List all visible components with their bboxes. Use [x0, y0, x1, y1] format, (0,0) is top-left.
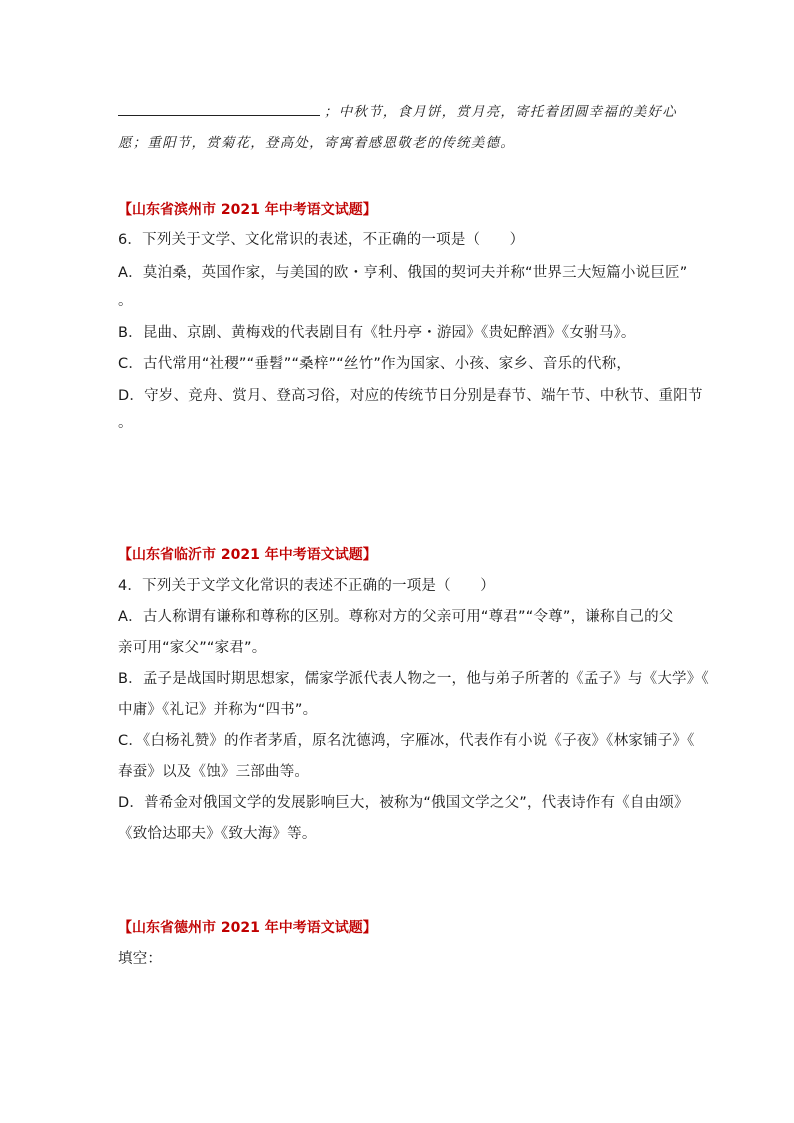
question-6-option-d-cont: 。 — [118, 415, 133, 431]
question-6-option-a: A．莫泊桑，英国作家，与美国的欧・亨利、俄国的契诃夫并称“世界三大短篇小说巨匠” — [118, 265, 688, 281]
question-4-option-c-cont: 春蚕》以及《蚀》三部曲等。 — [118, 764, 310, 780]
intro-line-2: 愿；重阳节，赏菊花，登高处，寄寓着感恩敬老的传统美德。 — [118, 135, 515, 151]
question-6-option-b: B．昆曲、京剧、黄梅戏的代表剧目有《牡丹亭・游园》《贵妃醉酒》《女驸马》。 — [118, 325, 636, 341]
intro-line-1 — [118, 101, 688, 122]
question-4-stem: 4．下列关于文学文化常识的表述不正确的一项是（ ） — [118, 578, 495, 594]
question-4-option-a-cont: 亲可用“家父”“家君”。 — [118, 640, 267, 656]
question-4-option-b: B．孟子是战国时期思想家，儒家学派代表人物之一，他与弟子所著的《孟子》与《大学》《 — [118, 671, 709, 687]
intro-text-1: ；中秋节，食月饼，赏月亮，寄托着团圆幸福的美好心 — [324, 104, 677, 120]
question-4-option-d: D．普希金对俄国文学的发展影响巨大，被称为“俄国文学之父”，代表诗作有《自由颂》 — [118, 795, 689, 811]
source-heading-dezhou: 【山东省德州市 2021 年中考语文试题】 — [118, 920, 377, 936]
question-4-option-b-cont: 中庸》《礼记》并称为“四书”。 — [118, 702, 318, 718]
question-6-option-c: C．古代常用“社稷”“垂髫”“桑梓”“丝竹”作为国家、小孩、家乡、音乐的代称， — [118, 356, 632, 372]
fill-in-blank — [118, 101, 320, 116]
question-4-option-a: A．古人称谓有谦称和尊称的区别。尊称对方的父亲可用“尊君”“令尊”，谦称自己的父 — [118, 609, 674, 625]
question-6-stem: 6．下列关于文学、文化常识的表述，不正确的一项是（ ） — [118, 232, 525, 248]
question-4-option-c: C．《白杨礼赞》的作者茅盾，原名沈德鸿，字雁冰，代表作有小说《子夜》《林家铺子》《 — [118, 733, 695, 749]
question-6-option-d: D．守岁、竞舟、赏月、登高习俗，对应的传统节日分别是春节、端午节、中秋节、重阳节 — [118, 388, 703, 404]
question-6-option-a-cont: 。 — [118, 293, 133, 309]
source-heading-linyi: 【山东省临沂市 2021 年中考语文试题】 — [118, 547, 377, 563]
question-4-option-d-cont: 《致恰达耶夫》《致大海》等。 — [118, 826, 317, 842]
source-heading-binzhou: 【山东省滨州市 2021 年中考语文试题】 — [118, 202, 377, 218]
fill-in-prompt: 填空： — [118, 951, 163, 967]
